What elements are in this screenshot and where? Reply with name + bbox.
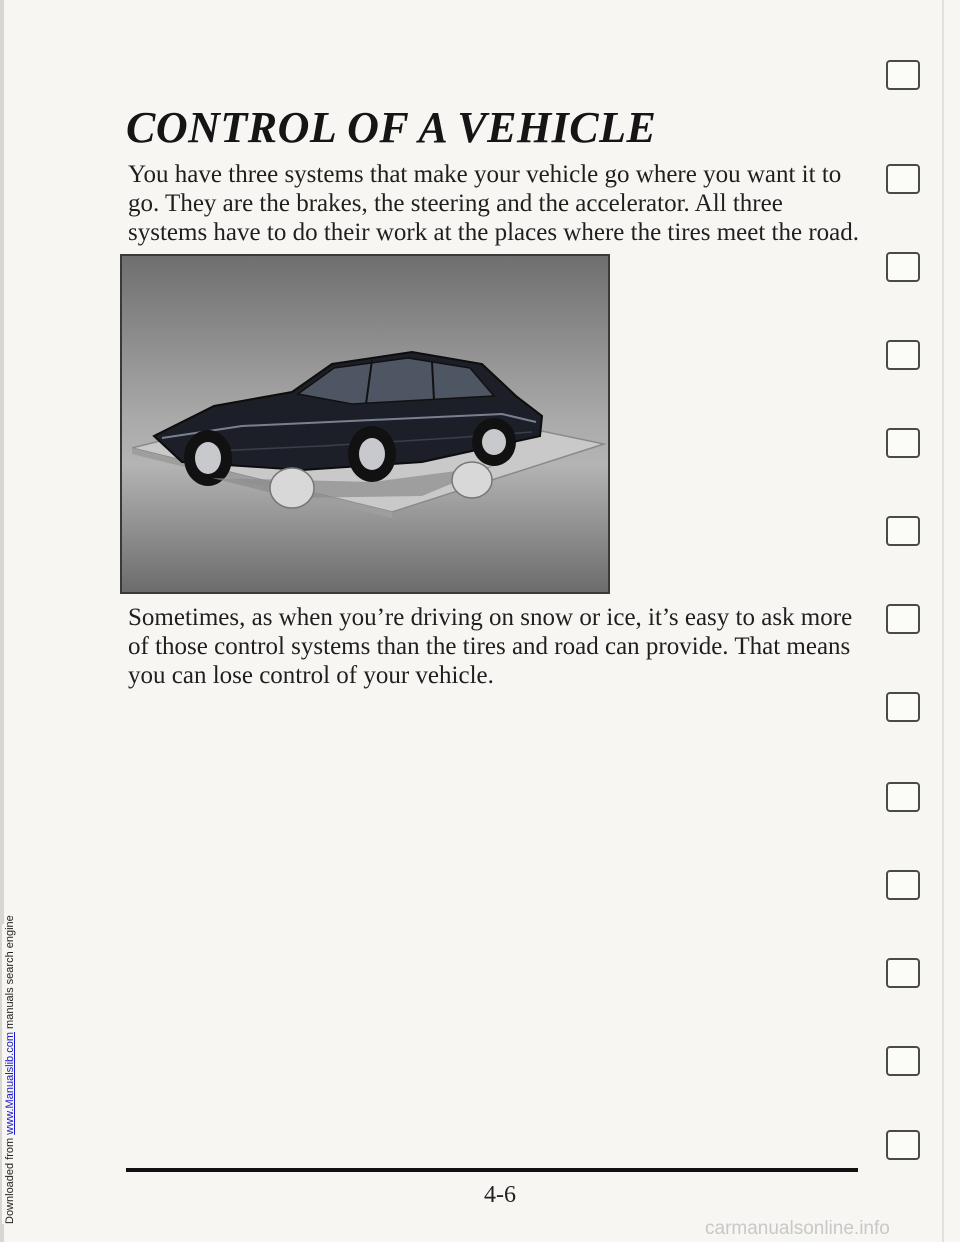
car-on-road-illustration — [120, 254, 610, 594]
index-tab-icon — [886, 958, 920, 988]
footer-rule — [126, 1168, 858, 1172]
index-tab-icon — [886, 692, 920, 722]
intro-paragraph: You have three systems that make your vehicle go where you want it to go. They are the brakes, the steering and the accelerator. All three systems have to do their work at the places where the tires meet the road. — [128, 161, 860, 246]
index-tab-icon — [886, 340, 920, 370]
index-tab-icon — [886, 604, 920, 634]
index-tab-icon — [886, 1130, 920, 1160]
source-banner-prefix: Downloaded from — [4, 1134, 16, 1224]
warning-paragraph: Sometimes, as when you’re driving on snow or ice, it’s easy to ask more of those control systems than the tires and road can provide. That means you can lose control of your vehicle. — [128, 604, 853, 689]
source-banner — [2, 915, 18, 1224]
index-tab-icon — [886, 164, 920, 194]
manualslib-link[interactable]: www.Manualslib.com — [4, 1032, 16, 1135]
page-title: CONTROL OF A VEHICLE — [126, 103, 657, 152]
page-right-edge — [942, 0, 944, 1242]
index-tab-strip — [886, 56, 926, 1176]
index-tab-icon — [886, 428, 920, 458]
index-tab-icon — [886, 252, 920, 282]
page-number: 4-6 — [484, 1182, 516, 1208]
index-tab-icon — [886, 1046, 920, 1076]
index-tab-icon — [886, 782, 920, 812]
source-banner-suffix: manuals search engine — [4, 915, 16, 1033]
index-tab-icon — [886, 516, 920, 546]
watermark: carmanualsonline.info — [705, 1218, 890, 1239]
index-tab-icon — [886, 60, 920, 90]
car-illustration-icon — [122, 256, 608, 592]
index-tab-icon — [886, 870, 920, 900]
